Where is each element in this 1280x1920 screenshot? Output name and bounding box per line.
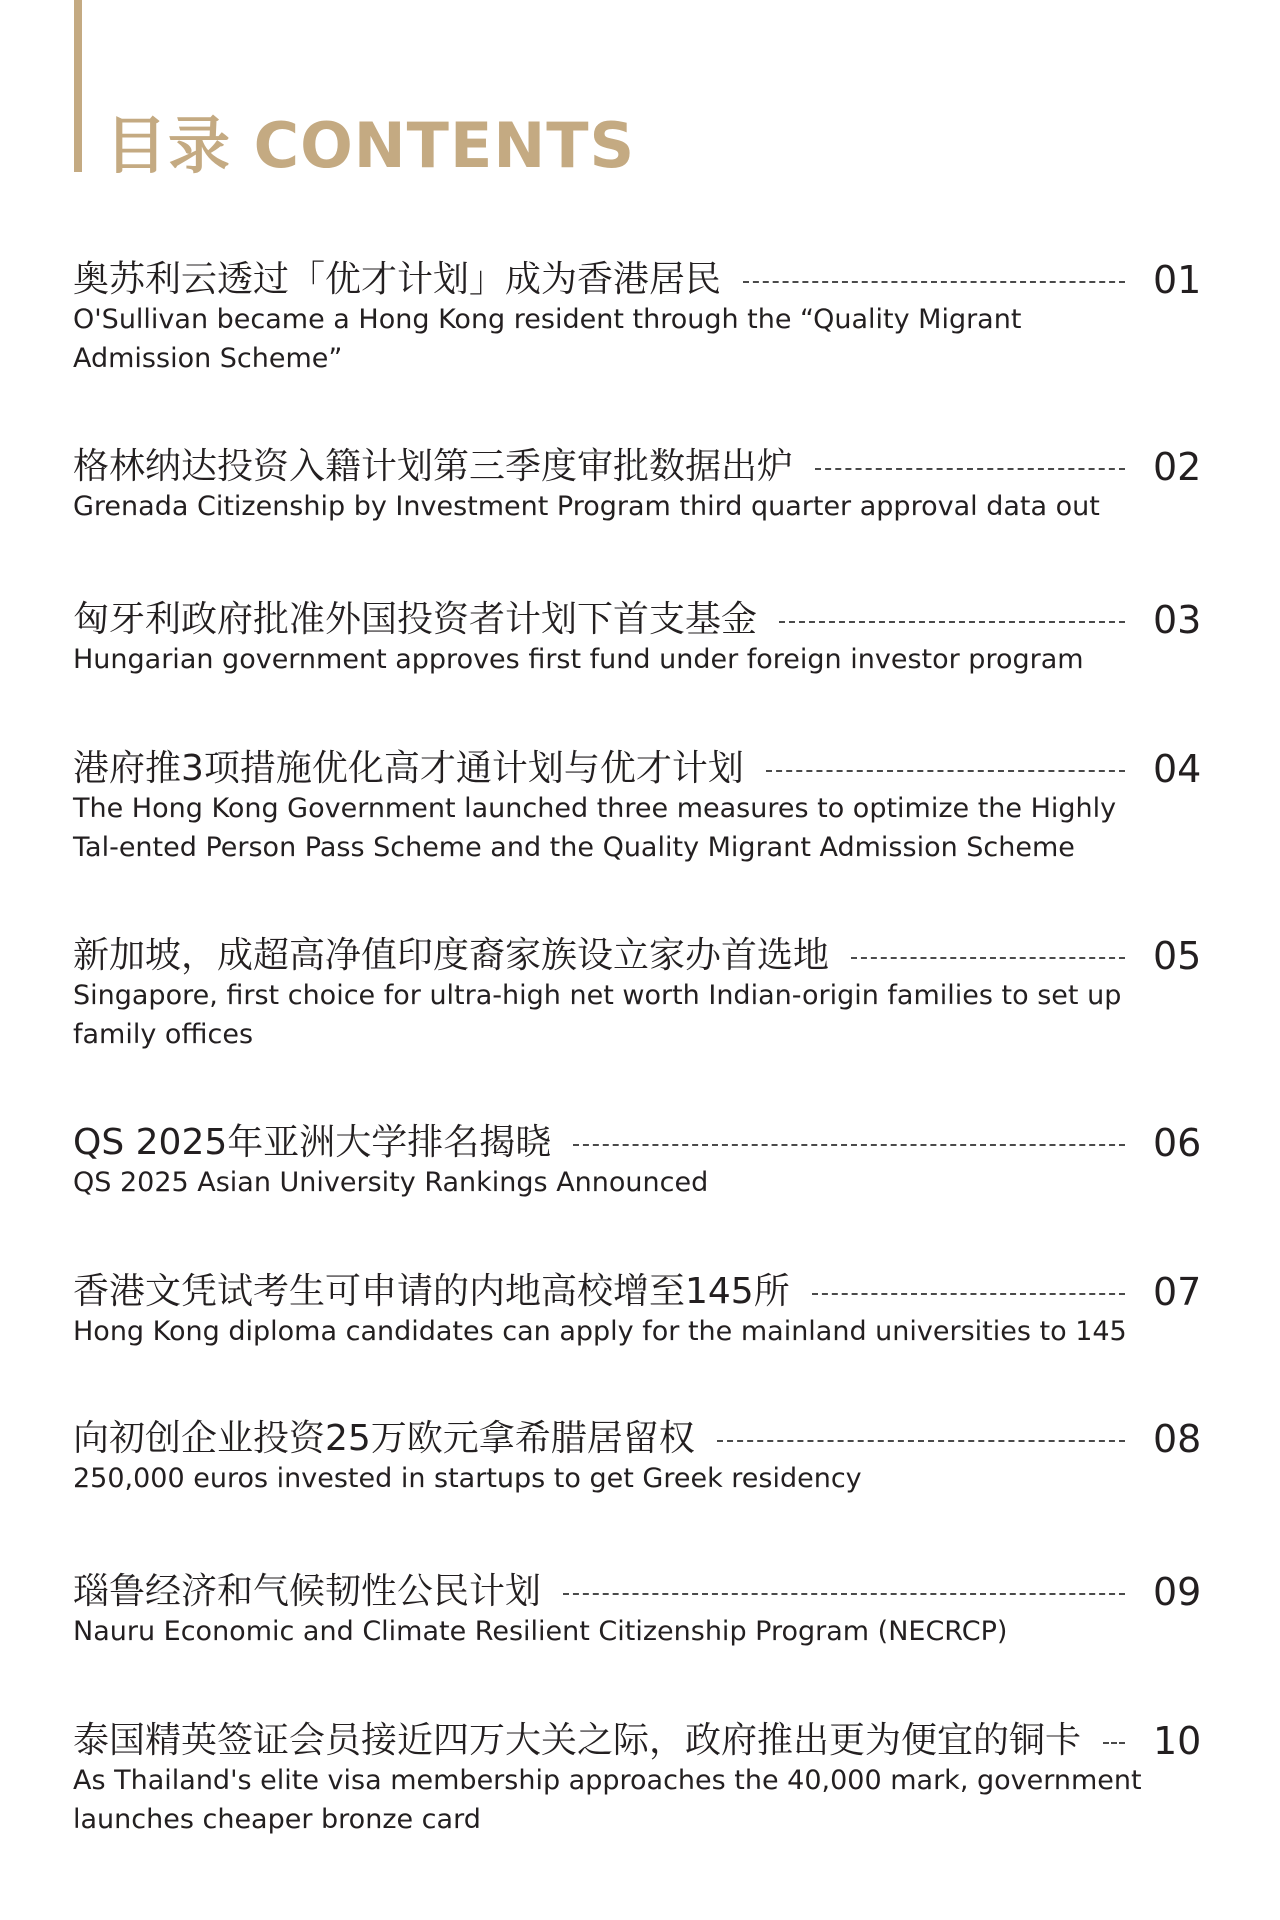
toc-entry-head [73,930,1213,982]
toc-title-zh: QS 2025年亚洲大学排名揭晓 [73,1122,552,1163]
toc-title-en: O'Sullivan became a Hong Kong resident through the “Quality Migrant Admission Scheme” [73,304,1022,374]
toc-title-en: Grenada Citizenship by Investment Program third quarter approval data out [73,491,1100,522]
toc-title-zh: 香港文凭试考生可申请的内地高校增至145所 [73,1271,790,1312]
toc-title-zh: 泰国精英签证会员接近四万大关之际，政府推出更为便宜的铜卡 [73,1720,1082,1761]
toc-entry-01[interactable] [73,254,1213,378]
toc-entry-head [73,1413,1213,1465]
dotted-leader [766,770,1125,772]
toc-page-number: 10 [1153,1719,1202,1763]
toc-page-number: 04 [1153,747,1202,791]
toc-entry-head [73,594,1213,646]
dotted-leader [563,1593,1125,1595]
toc-page-number: 08 [1153,1417,1202,1461]
toc-entry-02[interactable] [73,441,1213,526]
toc-entry-06[interactable] [73,1117,1213,1202]
toc-page-number: 07 [1153,1270,1202,1314]
toc-title-en: As Thailand's elite visa membership approaches the 40,000 mark, government launches cheaper bronze card [73,1765,1142,1835]
toc-title-zh: 向初创企业投资25万欧元拿希腊居留权 [73,1418,695,1459]
toc-entry-head [73,1266,1213,1318]
toc-page-number: 01 [1153,258,1202,302]
toc-title-zh: 瑙鲁经济和气候韧性公民计划 [73,1571,542,1612]
dotted-leader [743,281,1125,283]
dotted-leader [573,1144,1125,1146]
toc-page-number: 09 [1153,1570,1202,1614]
dotted-leader [779,621,1125,623]
dotted-leader [1103,1742,1125,1744]
toc-title-zh: 新加坡，成超高净值印度裔家族设立家办首选地 [73,935,830,976]
toc-title-zh: 格林纳达投资入籍计划第三季度审批数据出炉 [73,446,794,487]
toc-page-number: 05 [1153,934,1202,978]
toc-title-en: Singapore, first choice for ultra-high net worth Indian-origin families to set up family offices [73,980,1122,1050]
toc-entry-10[interactable] [73,1715,1213,1839]
toc-title-zh: 匈牙利政府批准外国投资者计划下首支基金 [73,599,758,640]
toc-title-en: 250,000 euros invested in startups to get Greek residency [73,1463,862,1494]
dotted-leader [812,1293,1125,1295]
toc-entry-05[interactable] [73,930,1213,1054]
toc-entry-head [73,1566,1213,1618]
toc-title-en: Hungarian government approves first fund under foreign investor program [73,644,1084,675]
page-title: 目录 CONTENTS [105,109,636,182]
toc-entry-head [73,1117,1213,1169]
toc-title-en: Hong Kong diploma candidates can apply for the mainland universities to 145 [73,1316,1127,1347]
dotted-leader [815,468,1125,470]
toc-title-zh: 港府推3项措施优化高才通计划与优才计划 [73,748,744,789]
toc-entry-03[interactable] [73,594,1213,679]
toc-entry-head [73,743,1213,795]
toc-entry-08[interactable] [73,1413,1213,1498]
toc-title-en: Nauru Economic and Climate Resilient Citizenship Program (NECRCP) [73,1616,1008,1647]
toc-entry-head [73,1715,1213,1767]
toc-entry-head [73,254,1213,306]
dotted-leader [717,1440,1125,1442]
toc-entry-head [73,441,1213,493]
title-accent-bar [74,0,82,172]
toc-page-number: 03 [1153,598,1202,642]
dotted-leader [851,957,1125,959]
toc-entry-09[interactable] [73,1566,1213,1651]
toc-page-number: 06 [1153,1121,1202,1165]
toc-title-en: The Hong Kong Government launched three measures to optimize the Highly Tal-ented Person Pass Scheme and the Quality Migrant Admission Scheme [73,793,1117,863]
toc-entry-04[interactable] [73,743,1213,867]
toc-page-number: 02 [1153,445,1202,489]
toc-title-zh: 奥苏利云透过「优才计划」成为香港居民 [73,259,722,300]
toc-entry-07[interactable] [73,1266,1213,1351]
toc-title-en: QS 2025 Asian University Rankings Announced [73,1167,709,1198]
